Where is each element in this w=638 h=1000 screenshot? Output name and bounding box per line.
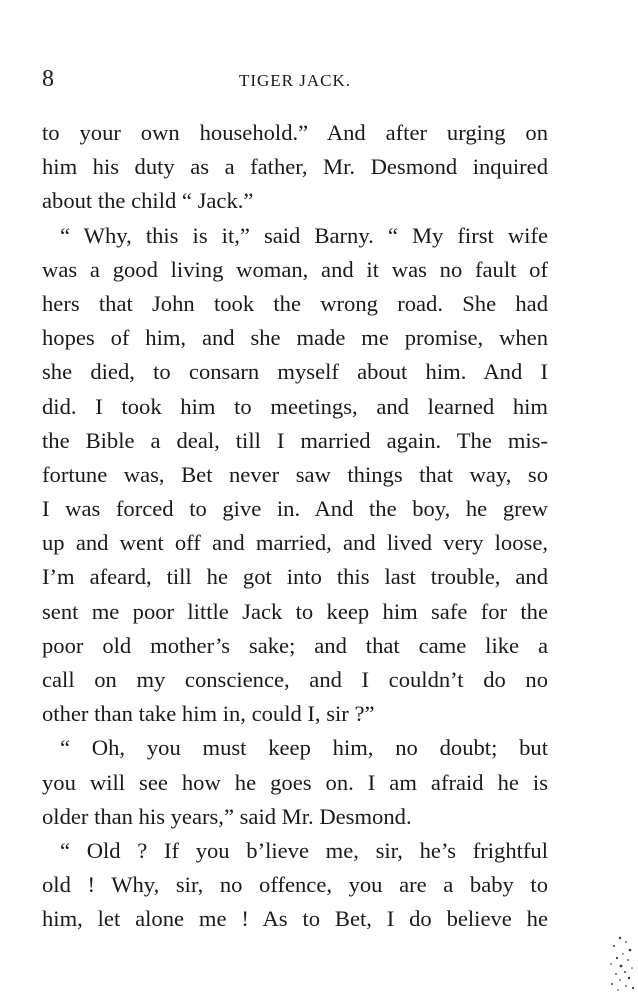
running-title: TIGER JACK. — [238, 71, 352, 90]
text-line: you will see how he goes on. I am afraid he is — [42, 769, 548, 795]
page-header — [40, 66, 550, 106]
text-line: to your own household.” And after urging on — [42, 120, 548, 145]
text-line: “ Oh, you must keep him, no doubt; but — [60, 735, 548, 761]
text-line: I’m afeard, till he got into this last trouble, and — [42, 564, 548, 590]
text-line: him his duty as a father, Mr. Desmond inquired — [42, 154, 548, 180]
text-line: other than take him in, could I, sir ?” — [42, 701, 375, 727]
text-line: poor old mother’s sake; and that came like a — [42, 632, 548, 658]
page-number: 8 — [42, 66, 54, 92]
paper-speckle-decoration — [590, 930, 636, 994]
text-line: him, let alone me ! As to Bet, I do believe he — [42, 906, 548, 932]
text-line: was a good living woman, and it was no fault of — [42, 256, 548, 282]
text-line: fortune was, Bet never saw things that way, so — [42, 461, 548, 487]
text-line: she died, to consarn myself about him. And I — [42, 359, 548, 385]
text-line: call on my conscience, and I couldn’t do no — [42, 667, 548, 692]
text-line: I was forced to give in. And the boy, he grew — [42, 496, 548, 522]
body-text — [42, 116, 548, 937]
text-line: old ! Why, sir, no offence, you are a baby to — [42, 872, 548, 898]
text-line: hopes of him, and she made me promise, when — [42, 325, 548, 351]
text-line: “ Old ? If you b’lieve me, sir, he’s frightful — [60, 837, 548, 863]
text-line: hers that John took the wrong road. She had — [42, 290, 548, 316]
text-line: did. I took him to meetings, and learned him — [42, 393, 548, 419]
text-line: about the child “ Jack.” — [42, 188, 254, 214]
text-line: up and went off and married, and lived very loose, — [42, 530, 548, 556]
text-line: sent me poor little Jack to keep him safe for the — [42, 598, 548, 624]
text-line: the Bible a deal, till I married again. The mis- — [42, 427, 548, 453]
text-line: “ Why, this is it,” said Barny. “ My first wife — [60, 222, 548, 248]
text-line: older than his years,” said Mr. Desmond. — [42, 803, 412, 829]
